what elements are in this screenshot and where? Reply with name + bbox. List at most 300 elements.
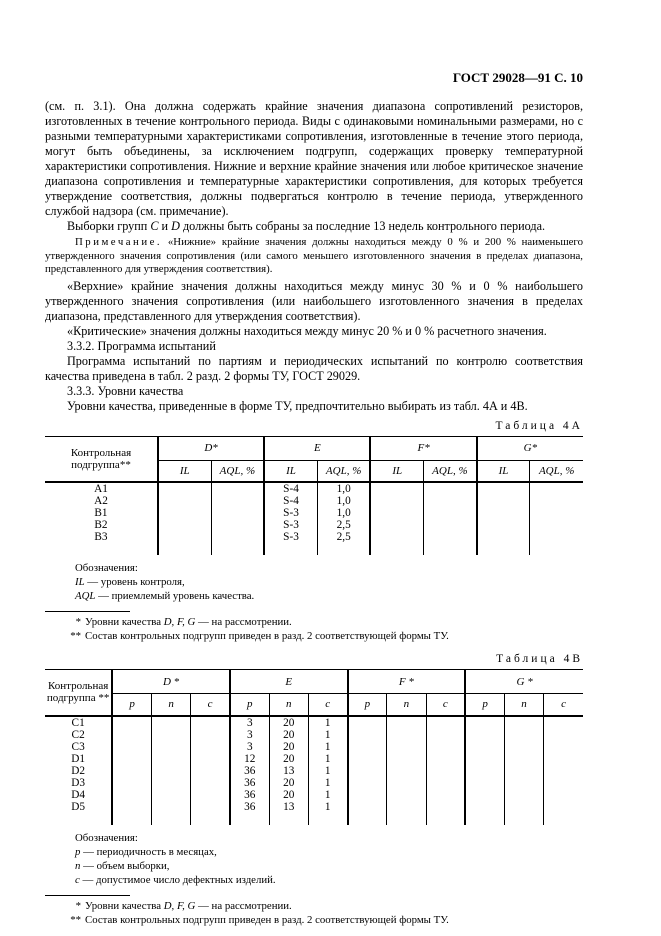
table-cell [530, 519, 583, 531]
subheader-label: IL [286, 464, 296, 477]
table-row [45, 482, 583, 495]
table-cell [465, 741, 504, 753]
table-cell: 1 [308, 741, 347, 753]
table-row [45, 765, 583, 777]
table-cell: 13 [269, 801, 308, 813]
subheader-label: c [207, 698, 213, 711]
table-cell [426, 729, 465, 741]
group-c-italic: С [150, 219, 159, 233]
legend-symbol: AQL [75, 590, 96, 602]
legend-symbol: IL [75, 576, 85, 588]
spacer-cell [426, 813, 465, 825]
footnote [45, 615, 583, 629]
spacer-cell [544, 813, 583, 825]
table-cell [504, 741, 543, 753]
row-label: A2 [94, 495, 108, 507]
table-row [45, 741, 583, 753]
table-cell: 1,0 [317, 507, 370, 519]
column-header-control-subgroup: Контрольная подгруппа ** [45, 670, 112, 716]
group-label: D* [204, 442, 218, 454]
table-cell [348, 753, 387, 765]
table-cell: S-3 [264, 519, 317, 531]
table-cell [426, 777, 465, 789]
table-cell [504, 753, 543, 765]
table-cell [211, 507, 264, 519]
footnote [45, 899, 583, 913]
table-cell [191, 777, 230, 789]
table-4a-caption: Таблица 4А [495, 419, 583, 432]
table-cell [544, 741, 583, 753]
note-paragraph [45, 236, 583, 277]
spacer-cell [112, 813, 151, 825]
table-cell [158, 482, 211, 495]
column-group-f [348, 670, 466, 694]
subheader-p [230, 694, 269, 716]
table-cell: 36 [230, 801, 269, 813]
table-cell [112, 716, 151, 729]
table-cell [348, 729, 387, 741]
table-cell [191, 765, 230, 777]
subheader-label: IL [392, 464, 403, 477]
table-cell [504, 765, 543, 777]
spacer-cell [191, 813, 230, 825]
footnote-text: — на рассмотрении. [195, 616, 292, 628]
table-cell: 20 [269, 741, 308, 753]
spacer-cell [387, 813, 426, 825]
table-cell [544, 729, 583, 741]
table-row [45, 729, 583, 741]
table-cell [477, 531, 530, 543]
table-cell [530, 507, 583, 519]
table-cell [426, 789, 465, 801]
subheader-label: c [325, 698, 331, 711]
spacer-cell [370, 543, 423, 555]
footnote-text: Уровни качества [85, 899, 164, 912]
column-group-d [158, 436, 264, 460]
table-cell [370, 482, 423, 495]
table-cell [348, 801, 387, 813]
table-cell [151, 777, 190, 789]
legend-text: — уровень контроля, [84, 576, 185, 588]
table-cell: S-4 [264, 495, 317, 507]
group-label: F* [417, 442, 430, 454]
subheader-c [191, 694, 230, 716]
table-cell [370, 495, 423, 507]
subheader-n [387, 694, 426, 716]
subheader-c [308, 694, 347, 716]
subheader-label: c [561, 698, 567, 711]
footnote-marker: * [75, 899, 81, 912]
spacer-cell [158, 543, 211, 555]
spacer-cell [211, 543, 264, 555]
table-cell: 36 [230, 765, 269, 777]
row-label: A1 [94, 483, 108, 495]
subheader-p [348, 694, 387, 716]
spacer-cell [465, 813, 504, 825]
table-cell [112, 729, 151, 741]
table-cell [191, 741, 230, 753]
table-cell [426, 753, 465, 765]
table-cell [424, 495, 477, 507]
row-label: B2 [94, 519, 108, 531]
spacer-cell [317, 543, 370, 555]
table-cell: 1 [308, 777, 347, 789]
subheader-il [370, 460, 423, 482]
legend-item [75, 873, 583, 887]
table-cell [191, 716, 230, 729]
table-cell [348, 741, 387, 753]
table-cell [191, 729, 230, 741]
subheader-n [151, 694, 190, 716]
legend-item [75, 845, 583, 859]
subheader-n [269, 694, 308, 716]
table-cell: 36 [230, 789, 269, 801]
heading-3-3-2: 3.3.2. Программа испытаний [67, 338, 216, 353]
table-cell [348, 765, 387, 777]
row-label: D3 [71, 776, 86, 789]
legend-text: — допустимое число дефектных изделий. [79, 873, 276, 886]
legend-text: — приемлемый уровень качества. [95, 590, 255, 602]
footnote [45, 913, 583, 927]
table-cell: 3 [230, 741, 269, 753]
subheader-label: AQL, % [219, 464, 256, 477]
table-cell [370, 531, 423, 543]
footnote-text: — на рассмотрении. [195, 899, 292, 912]
paragraph-critical-values: «Критические» значения должны находиться между минус 20 % и 0 % расчетного значения. [67, 323, 547, 338]
table-cell: S-4 [264, 482, 317, 495]
subheader-label: p [247, 698, 253, 711]
table-cell [387, 765, 426, 777]
subheader-label: n [168, 698, 174, 711]
table-cell [370, 507, 423, 519]
table-cell [530, 482, 583, 495]
page-header: ГОСТ 29028—91 С. 10 [452, 70, 583, 85]
table-cell [112, 789, 151, 801]
table-cell [151, 741, 190, 753]
table-cell [151, 729, 190, 741]
subheader-p [112, 694, 151, 716]
table-cell [151, 765, 190, 777]
table-cell [191, 789, 230, 801]
legend-title: Обозначения: [75, 831, 138, 844]
subheader-label: p [364, 698, 371, 711]
table-cell: 1 [308, 789, 347, 801]
subheader-label: AQL, % [432, 464, 468, 477]
table-cell [424, 507, 477, 519]
table-cell [387, 753, 426, 765]
table-cell [477, 495, 530, 507]
table-cell [112, 777, 151, 789]
footnote-italic: D, F, G [163, 616, 196, 628]
column-group-g [465, 670, 583, 694]
table-cell [477, 482, 530, 495]
footnote-text: Уровни качества [85, 616, 164, 628]
table-cell: 20 [269, 729, 308, 741]
table-cell: 1,0 [317, 482, 370, 495]
legend-symbol: p [75, 845, 81, 858]
table-cell [112, 741, 151, 753]
column-group-g [477, 436, 583, 460]
table-cell [504, 801, 543, 813]
subheader-label: n [521, 698, 527, 711]
table-cell [465, 753, 504, 765]
table-cell [465, 716, 504, 729]
group-label: F * [398, 675, 414, 688]
legend-text: — периодичность в месяцах, [80, 845, 217, 858]
subheader-c [544, 694, 583, 716]
row-label: C3 [71, 740, 85, 753]
footnotes-block [45, 895, 583, 927]
table-cell [426, 801, 465, 813]
footnote-divider [45, 895, 130, 896]
table-cell [211, 519, 264, 531]
table-bottom-spacer [45, 813, 583, 825]
table-4a [45, 436, 583, 556]
table-cell [151, 716, 190, 729]
table-cell [426, 765, 465, 777]
table-row [45, 789, 583, 801]
note-label: Примечание. [75, 236, 163, 248]
subheader-label: IL [498, 464, 509, 477]
row-label: C1 [71, 716, 85, 729]
table-cell: S-3 [264, 507, 317, 519]
spacer-cell [308, 813, 347, 825]
table-4a-body [45, 482, 583, 555]
row-label: D2 [71, 764, 86, 777]
table-cell [530, 531, 583, 543]
table-cell [211, 531, 264, 543]
table-cell [370, 519, 423, 531]
heading-3-3-3: 3.3.3. Уровни качества [67, 383, 184, 398]
table-cell [465, 789, 504, 801]
footnote-marker: * [75, 616, 81, 628]
table-cell: 20 [269, 777, 308, 789]
subheader-aql [424, 460, 477, 482]
footnote-marker: ** [70, 630, 81, 642]
row-label: C2 [71, 728, 85, 741]
column-group-d [112, 670, 230, 694]
column-group-e [230, 670, 348, 694]
table-cell [504, 716, 543, 729]
table-cell [387, 716, 426, 729]
legend-item [75, 589, 583, 603]
table-cell [387, 729, 426, 741]
table-cell [112, 765, 151, 777]
text-run: и [158, 219, 172, 233]
table-cell: 20 [269, 753, 308, 765]
table-cell [151, 753, 190, 765]
table-4b-body [45, 716, 583, 825]
table-cell: 2,5 [317, 531, 370, 543]
table-cell [387, 789, 426, 801]
subheader-label: IL [179, 464, 190, 477]
table-cell [465, 729, 504, 741]
subheader-p [465, 694, 504, 716]
table-cell: 1 [308, 765, 347, 777]
table-cell [191, 753, 230, 765]
table-cell [544, 753, 583, 765]
subheader-aql [317, 460, 370, 482]
subheader-label: p [129, 698, 135, 711]
table-cell [348, 789, 387, 801]
subheader-label: n [285, 698, 292, 711]
table-cell [504, 729, 543, 741]
note-text: «Нижние» крайние значения должны находиться между 0 % и 200 % наименьшего утвержденного значения сопротивления (или самого меньшего изготовленного значения в пределах диапазона, представленного для утверждения соответствия). [45, 236, 583, 275]
table-cell [544, 777, 583, 789]
table-cell: 3 [230, 729, 269, 741]
subheader-n [504, 694, 543, 716]
table-4a-legend [75, 561, 583, 603]
column-group-e [264, 436, 370, 460]
table-cell [504, 777, 543, 789]
table-row [45, 507, 583, 519]
table-group-header-row [45, 670, 583, 694]
table-cell [477, 519, 530, 531]
table-cell: 3 [230, 716, 269, 729]
table-row [45, 777, 583, 789]
footnote-divider [45, 611, 130, 612]
footnote-marker: ** [70, 913, 81, 926]
legend-symbol: n [75, 859, 81, 872]
spacer-cell [348, 813, 387, 825]
spacer-cell [530, 543, 583, 555]
spacer-cell [269, 813, 308, 825]
legend-text: — объем выборки, [80, 859, 170, 872]
footnotes-block [45, 611, 583, 643]
table-cell: 2,5 [317, 519, 370, 531]
row-label: D1 [71, 752, 86, 765]
table-cell: 13 [269, 765, 308, 777]
subheader-label: p [482, 698, 488, 711]
paragraph-test-program: Программа испытаний по партиям и периодических испытаний по контролю соответствия качества приведена в табл. 2 разд. 2 формы ТУ, ГОСТ 29029. [45, 353, 583, 383]
row-label: B1 [94, 507, 108, 519]
subheader-il [477, 460, 530, 482]
table-cell [151, 789, 190, 801]
text-run: Выборки групп [67, 219, 151, 233]
paragraph-upper-values: «Верхние» крайние значения должны находиться между минус 30 % и 0 % наибольшего утвержденного значения сопротивления (или наибольшего изготовленного значения в пределах диапазона, представленного для утверждения соответствия). [45, 278, 583, 323]
table-cell [465, 777, 504, 789]
paragraph-samples [45, 219, 583, 234]
table-cell [387, 801, 426, 813]
table-row [45, 519, 583, 531]
legend-title: Обозначения: [75, 562, 138, 574]
table-cell [424, 531, 477, 543]
group-label: G * [516, 675, 533, 688]
table-cell: 20 [269, 789, 308, 801]
table-cell: 1,0 [317, 495, 370, 507]
footnote-text: Состав контрольных подгрупп приведен в разд. 2 соответствующей формы ТУ. [85, 913, 449, 926]
table-row [45, 753, 583, 765]
subheader-aql [211, 460, 264, 482]
spacer-cell [424, 543, 477, 555]
table-cell [158, 519, 211, 531]
table-cell: 1 [308, 801, 347, 813]
group-d-italic: D [171, 219, 180, 233]
table-cell [426, 716, 465, 729]
group-label: G* [523, 442, 538, 454]
table-cell: 20 [269, 716, 308, 729]
table-4b [45, 669, 583, 825]
table-cell [112, 801, 151, 813]
table-cell: 36 [230, 777, 269, 789]
subheader-c [426, 694, 465, 716]
table-cell: 12 [230, 753, 269, 765]
table-cell [211, 495, 264, 507]
table-4b-legend [75, 831, 583, 887]
table-cell [424, 519, 477, 531]
footnote-text: Состав контрольных подгрупп приведен в разд. 2 соответствующей формы ТУ. [85, 630, 449, 642]
footnote-italic: D, F, G [163, 899, 196, 912]
text-run: должны быть собраны за последние 13 недель контрольного периода. [179, 219, 546, 233]
table-cell [158, 495, 211, 507]
paragraph-continuation: (см. п. 3.1). Она должна содержать крайние значения диапазона сопротивлений резисторов, изготовленных в течение контрольного периода. Виды с одинаковыми номинальными размерами, но с разными температурными характеристиками сопротивления, изготовленные в течение этого периода, могут быть объединены, за исключением подгрупп, содержащих проверку температурной характеристики сопротивления. Нижние и верхние крайние значения или любое критическое значение диапазона сопротивления и температурные характеристики сопротивления, для которых требуется утверждение соответствия, должны подвергаться контролю в течение периода, утвержденного службой надзора (см. примечание). [45, 99, 583, 218]
table-cell [424, 482, 477, 495]
spacer-cell [477, 543, 530, 555]
table-cell [504, 789, 543, 801]
subheader-label: c [442, 698, 448, 711]
paragraph-quality-levels: Уровни качества, приведенные в форме ТУ, предпочтительно выбирать из табл. 4А и 4В. [67, 398, 528, 413]
group-label: E [285, 675, 293, 688]
table-cell [544, 801, 583, 813]
row-label: B3 [94, 531, 108, 543]
spacer-cell [504, 813, 543, 825]
table-row [45, 495, 583, 507]
table-cell: 1 [308, 753, 347, 765]
column-header-control-subgroup: Контрольная подгруппа** [45, 436, 158, 482]
table-bottom-spacer [45, 543, 583, 555]
spacer-cell [151, 813, 190, 825]
table-cell [191, 801, 230, 813]
table-cell [158, 507, 211, 519]
table-cell [387, 777, 426, 789]
subheader-il [158, 460, 211, 482]
table-cell [530, 495, 583, 507]
table-cell [151, 801, 190, 813]
table-row [45, 716, 583, 729]
table-cell [158, 531, 211, 543]
subheader-il [264, 460, 317, 482]
spacer-cell [264, 543, 317, 555]
group-label: D * [162, 675, 180, 688]
table-cell [477, 507, 530, 519]
legend-item [75, 859, 583, 873]
table-cell: 1 [308, 716, 347, 729]
table-4b-caption: Таблица 4В [496, 653, 583, 665]
table-cell [348, 716, 387, 729]
table-cell [426, 741, 465, 753]
subheader-aql [530, 460, 583, 482]
table-subheader-row [45, 694, 583, 716]
table-cell [112, 753, 151, 765]
legend-symbol: c [75, 873, 80, 886]
table-cell [544, 716, 583, 729]
table-cell [348, 777, 387, 789]
spacer-cell [230, 813, 269, 825]
table-cell: 1 [308, 729, 347, 741]
table-cell [387, 741, 426, 753]
table-cell [465, 801, 504, 813]
table-row [45, 531, 583, 543]
table-row [45, 801, 583, 813]
row-label: D5 [71, 800, 86, 813]
spacer-cell [45, 543, 158, 555]
subheader-label: n [403, 698, 410, 711]
table-group-header-row [45, 436, 583, 460]
footnote [45, 629, 583, 643]
group-label: E [313, 442, 321, 454]
subheader-label: AQL, % [538, 464, 575, 477]
table-cell [544, 789, 583, 801]
